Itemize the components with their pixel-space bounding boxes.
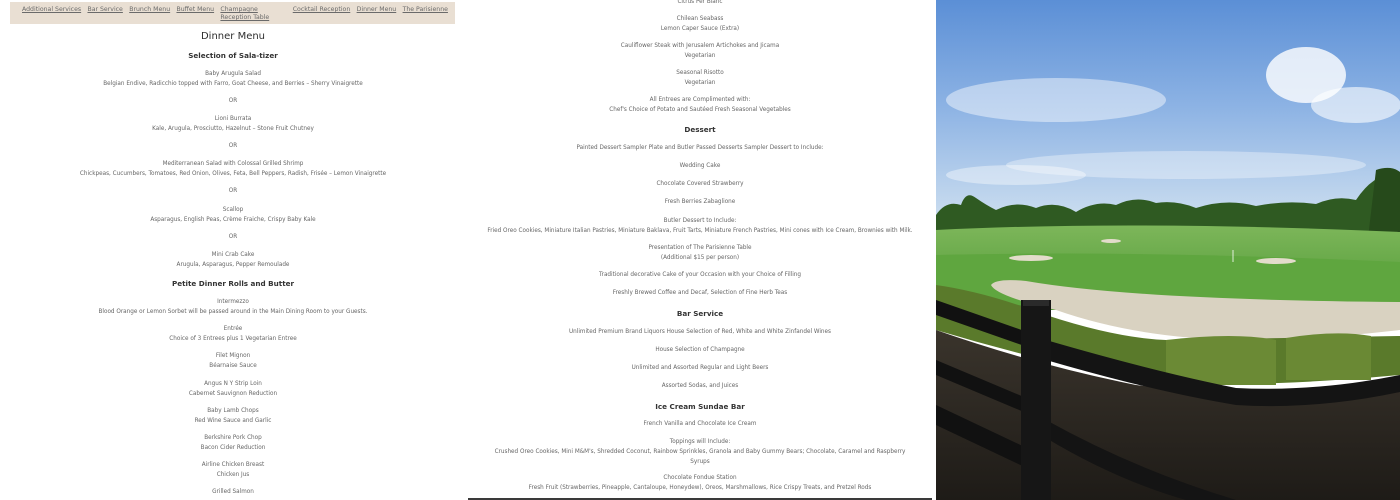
salad-item [0,160,466,180]
item-desc: Asparagus, English Peas, Crème Fraiche, Crispy Baby Kale [150,216,316,223]
item-desc: Arugula, Asparagus, Pepper Remoulade [176,261,290,268]
item-name: Presentation of The Parisienne Table [648,245,752,251]
item-desc: Freshly Brewed Coffee and Decaf, Selection of Fine Herb Teas [612,290,788,296]
entree-item [466,15,934,35]
item-name: Chilean Seabass [676,16,724,22]
intermezzo-item [0,298,466,318]
bar-item [466,346,934,356]
sundae-heading: Ice Cream Sundae Bar [655,402,745,411]
entree-intro [0,325,466,345]
bar-item [466,328,934,338]
item-name: Chocolate Covered Strawberry [656,181,744,187]
entree-item [0,407,466,427]
parisienne-presentation [466,244,934,264]
rolls-heading: Petite Dinner Rolls and Butter [171,279,295,288]
item-name: Toppings will Include: [669,439,731,445]
item-name: Baby Arugula Salad [205,71,261,77]
or-separator: OR [228,98,238,104]
item-name: Mini Crab Cake [211,252,255,258]
salad-item [0,70,466,90]
golf-course-image [936,0,1400,500]
item-name: Fresh Berries Zabaglione [664,199,736,205]
sundae-flavors [466,420,934,430]
item-desc: Bacon Cider Reduction [200,444,266,451]
item-desc: Cabernet Sauvignon Reduction [188,390,278,397]
salmon-sauce [466,0,934,8]
item-name: Seasonal Risotto [676,70,724,76]
butler-dessert [466,217,934,237]
item-desc: Chickpeas, Cucumbers, Tomatoes, Red Onion, Olives, Feta, Bell Peppers, Radish, Frisée – Lemon Vinaigrette [79,170,387,177]
item-name: Angus N Y Strip Loin [204,381,262,387]
nav-link-additional-services[interactable]: Additional Services [22,6,82,13]
entree-item [466,42,934,62]
fondue-item [466,474,934,494]
item-name: Baby Lamb Chops [207,408,259,414]
item-name: Airline Chicken Breast [201,462,265,468]
item-desc: Fresh Fruit (Strawberries, Pineapple, Cantaloupe, Honeydew), Oreos, Marshmallows, Rice Crispy Treats, and Pretzel Rods [528,484,872,491]
item-desc: House Selection of Champagne [655,347,745,353]
item-desc: Assorted Sodas, and Juices [661,383,739,389]
nav-link-brunch-menu[interactable]: Brunch Menu [129,6,171,13]
item-desc: Unlimited Premium Brand Liquors House Selection of Red, White and White Zinfandel Wines [569,329,831,335]
item-desc: Crushed Oreo Cookies, Mini M&M's, Shredded Coconut, Rainbow Sprinkles, Granola and Baby Gummy Bears; Chocolate, Caramel and Raspberry [494,448,906,455]
entree-item [0,434,466,454]
dessert-item [466,162,934,172]
left-column [0,0,466,500]
item-desc: Syrups [690,458,710,465]
menu-nav [10,2,455,24]
salad-item [0,115,466,135]
nav-link-the-parisienne[interactable]: The Parisienne [402,6,448,13]
item-desc: Fried Oreo Cookies, Miniature Italian Pastries, Miniature Baklava, Fruit Tarts, Miniature French Pastries, Mini cones with Ice Cream, Brownies with Milk. [487,227,913,234]
item-name: All Entrees are Complimented with: [649,97,751,103]
item-desc: Painted Dessert Sampler Plate and Butler Passed Desserts Sampler Dessert to Include: [576,145,824,151]
golf-course-photo [936,0,1400,500]
item-name: Cauliflower Steak with Jerusalem Artichokes and Jicama [620,43,780,49]
item-desc: Lemon Caper Sauce (Extra) [660,25,740,32]
dessert-item [466,180,934,190]
item-desc: Chicken Jus [216,471,250,478]
nav-link-cocktail-reception[interactable]: Cocktail Reception [292,6,351,13]
item-name: Berkshire Pork Chop [204,435,262,441]
item-desc: Citrus Per Blanc [677,0,723,5]
item-name: Intermezzo [217,299,249,305]
nav-link-buffet-menu[interactable]: Buffet Menu [176,6,215,13]
entree-item [0,380,466,400]
item-desc: Béarnaise Sauce [209,362,257,369]
entree-item [466,69,934,89]
item-desc: Unlimited and Assorted Regular and Light Beers [631,365,769,371]
coffee-item [466,289,934,299]
entree-item [0,461,466,481]
item-desc: Chef's Choice of Potato and Sautéed Fresh Seasonal Vegetables [609,106,791,113]
middle-column [466,0,934,500]
item-name: Lioni Burrata [214,116,252,122]
item-desc: Vegetarian [684,52,716,59]
bar-item [466,364,934,374]
nav-link-champagne-reception-table[interactable]: Champagne Reception Table [220,6,270,22]
item-desc: Kale, Arugula, Prosciutto, Hazelnut – Stone Fruit Chutney [152,125,314,132]
dessert-item [466,198,934,208]
nav-link-dinner-menu[interactable]: Dinner Menu [356,6,397,13]
item-name: Mediterranean Salad with Colossal Grilled Shrimp [162,161,304,167]
salad-item [0,251,466,271]
entree-item [0,488,466,498]
item-desc: French Vanilla and Chocolate Ice Cream [643,421,757,427]
dessert-heading: Dessert [684,125,716,134]
dessert-intro [466,144,934,154]
item-name: Wedding Cake [679,163,721,169]
salad-item [0,206,466,226]
item-name: Scallop [222,207,244,213]
salatizer-heading: Selection of Sala-tizer [188,51,278,60]
entree-item [0,352,466,372]
bar-item [466,382,934,392]
item-name: Butler Dessert to Include: [663,218,737,224]
item-desc: Traditional decorative Cake of your Occasion with your Choice of Filling [598,272,802,278]
item-name: Entrée [223,326,243,332]
item-name: Chocolate Fondue Station [663,475,737,481]
or-separator: OR [228,234,238,240]
item-desc: (Additional $15 per person) [660,254,740,261]
or-separator: OR [228,188,238,194]
cake-item [466,271,934,281]
accompaniment [466,96,934,116]
item-desc: Vegetarian [684,79,716,86]
nav-link-bar-service[interactable]: Bar Service [87,6,123,13]
item-name: Grilled Salmon [212,489,254,495]
item-desc: Red Wine Sauce and Garlic [194,417,272,424]
or-separator: OR [228,143,238,149]
page-title: Dinner Menu [200,31,266,42]
item-name: Filet Mignon [215,353,251,359]
bar-heading: Bar Service [676,309,724,318]
item-desc: Belgian Endive, Radicchio topped with Farro, Goat Cheese, and Berries – Sherry Vinaigrette [103,80,363,87]
item-desc: Choice of 3 Entrees plus 1 Vegetarian Entree [169,335,297,342]
item-desc: Blood Orange or Lemon Sorbet will be passed around in the Main Dining Room to your Guests. [98,308,368,315]
toppings-item [466,438,934,467]
